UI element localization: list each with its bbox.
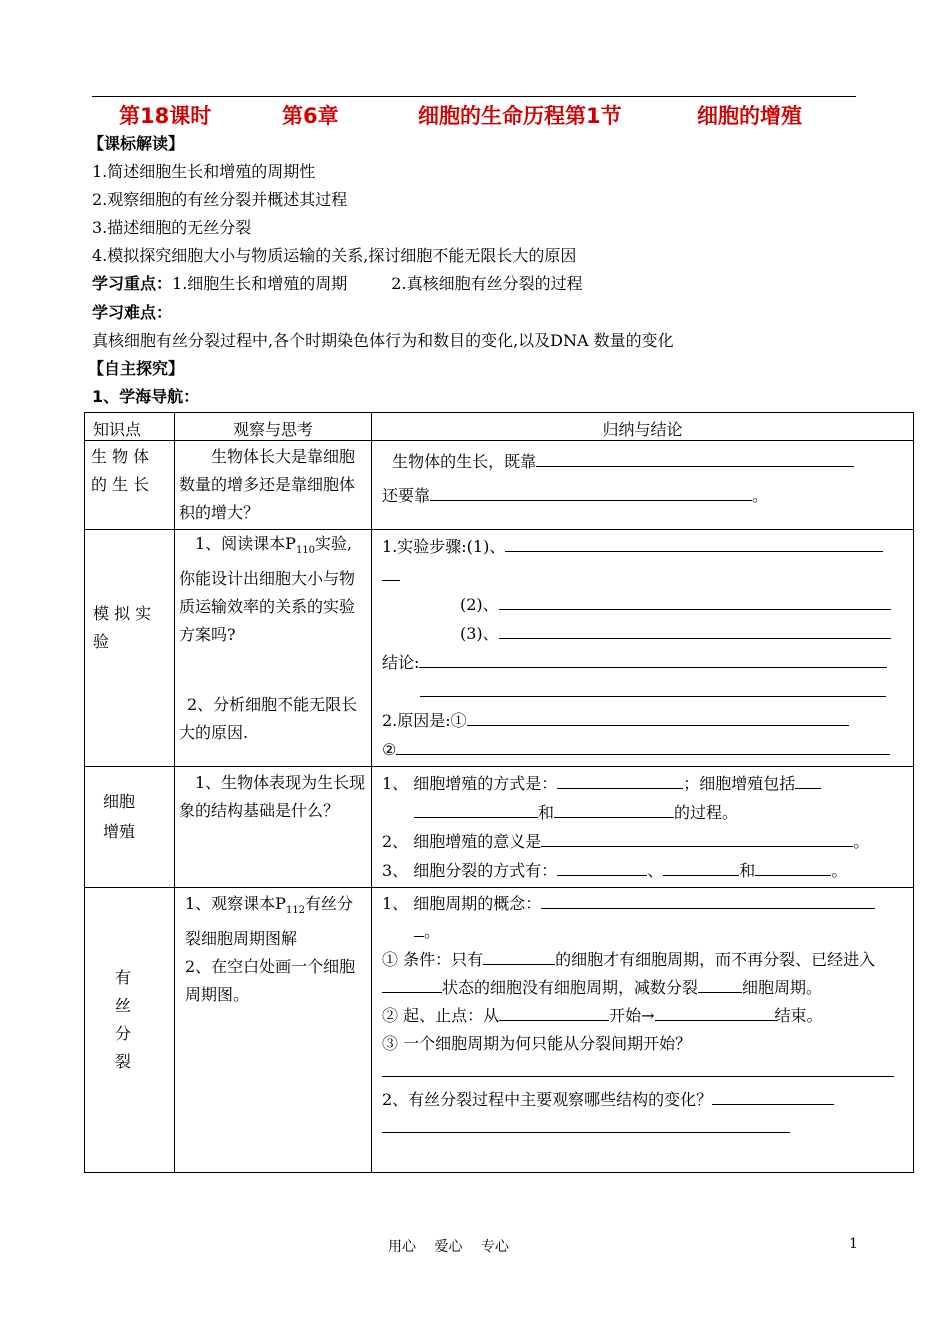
growth-answer-1: 生物体的生长，既靠 bbox=[392, 452, 537, 471]
reason-label: 2.原因是:① bbox=[382, 711, 467, 730]
key-point-1: 1.细胞生长和增殖的周期 bbox=[172, 274, 348, 293]
answer-blank[interactable] bbox=[541, 830, 853, 847]
cycle-question: ③ 一个细胞周期为何只能从分裂间期开始？ bbox=[382, 1034, 692, 1053]
standard-item: 2.观察细胞的有丝分裂并概述其过程 bbox=[92, 190, 348, 209]
answer-blank[interactable] bbox=[483, 948, 555, 965]
period: 。 bbox=[853, 832, 870, 851]
header-rule bbox=[92, 96, 856, 97]
answer-blank[interactable] bbox=[755, 859, 831, 876]
table-row bbox=[85, 530, 914, 767]
answer-blank[interactable] bbox=[505, 535, 883, 552]
answer-blank[interactable] bbox=[499, 622, 891, 639]
topic-growth: 生 物 体 的 生 长 bbox=[91, 447, 150, 494]
reason-2-label: ② bbox=[382, 740, 397, 759]
answer-blank[interactable] bbox=[698, 976, 742, 993]
key-points-label: 学习重点： bbox=[92, 274, 173, 293]
answer-blank[interactable] bbox=[382, 1116, 790, 1133]
answer-blank[interactable] bbox=[382, 976, 442, 993]
question-proliferation: 1、生物体表现为生长现象的结构基础是什么？ bbox=[179, 773, 366, 820]
proliferation-answer-1: 1、 细胞增殖的方式是： bbox=[382, 774, 558, 793]
header-observe: 观察与思考 bbox=[232, 420, 313, 439]
step-3: (3)、 bbox=[460, 624, 499, 643]
question-growth: 生物体长大是靠细胞数量的增多还是靠细胞体积的增大？ bbox=[179, 447, 356, 522]
cycle-condition-d: 细胞周期。 bbox=[742, 978, 823, 997]
question-mitosis-2: 2、在空白处画一个细胞周期图。 bbox=[185, 957, 356, 1005]
answer-blank[interactable] bbox=[655, 1004, 775, 1021]
period: 。 bbox=[752, 486, 769, 505]
mitosis-observe: 2、有丝分裂过程中主要观察哪些结构的变化？ bbox=[382, 1090, 713, 1109]
page-title bbox=[92, 100, 856, 128]
standards-heading: 【课标解读】 bbox=[88, 134, 185, 153]
explore-subheading: 1、学海导航： bbox=[92, 387, 200, 406]
topic-simulation: 模 拟 实验 bbox=[93, 604, 152, 651]
table-row bbox=[85, 441, 914, 530]
standard-item: 4.模拟探究细胞大小与物质运输的关系,探讨细胞不能无限长大的原因 bbox=[92, 246, 577, 265]
section-title: 细胞的增殖 bbox=[697, 104, 802, 128]
answer-blank[interactable] bbox=[414, 801, 538, 818]
key-point-2: 2.真核细胞有丝分裂的过程 bbox=[391, 274, 583, 293]
lesson-number: 第18课时 bbox=[119, 104, 212, 128]
comma: 、 bbox=[647, 861, 664, 880]
and-text: 和 bbox=[739, 861, 756, 880]
answer-blank[interactable] bbox=[467, 709, 849, 726]
answer-blank[interactable] bbox=[396, 738, 890, 755]
cycle-condition-c: 状态的细胞没有细胞周期，减数分裂 bbox=[442, 978, 699, 997]
question-simulation-1: 1、阅读课本$P_{110}$实验,你能设计出细胞大小与物质运输效率的关系的实验方案吗? bbox=[179, 534, 356, 645]
table-row bbox=[85, 888, 914, 1173]
chapter-title: 细胞的生命历程第1节 bbox=[418, 104, 622, 128]
answer-blank[interactable] bbox=[541, 892, 875, 909]
answer-blank[interactable] bbox=[795, 772, 821, 789]
answer-blank[interactable] bbox=[419, 651, 887, 668]
cycle-condition: ① 条件：只有 bbox=[382, 950, 484, 969]
and-text: 和 bbox=[538, 803, 555, 822]
conclusion-label: 结论: bbox=[382, 653, 420, 672]
proliferation-answer-3: 3、 细胞分裂的方式有： bbox=[382, 861, 558, 880]
answer-blank[interactable] bbox=[499, 593, 891, 610]
footer-motto: 用心 爱心 专心 bbox=[388, 1239, 509, 1255]
proliferation-answer-2: 2、 细胞增殖的意义是 bbox=[382, 832, 542, 851]
answer-blank[interactable] bbox=[382, 564, 400, 581]
step-2: (2)、 bbox=[460, 595, 499, 614]
answer-blank[interactable] bbox=[554, 801, 674, 818]
period: 。 bbox=[831, 861, 848, 880]
process-text: 的过程。 bbox=[674, 803, 739, 822]
cycle-condition-b: 的细胞才有细胞周期，而不再分裂、已经进入 bbox=[555, 950, 876, 969]
end-text: 结束。 bbox=[774, 1006, 823, 1025]
chapter-number: 第6章 bbox=[282, 104, 339, 128]
period: 。 bbox=[424, 922, 441, 941]
explore-heading: 【自主探究】 bbox=[88, 359, 185, 378]
topic-proliferation: 细胞 增殖 bbox=[103, 792, 136, 841]
table-row bbox=[85, 767, 914, 888]
key-points bbox=[92, 274, 583, 294]
topic-mitosis: 有 丝 分 裂 bbox=[115, 968, 132, 1071]
answer-blank[interactable] bbox=[536, 450, 854, 467]
proliferation-answer-1b: ；细胞增殖包括 bbox=[683, 774, 796, 793]
start-arrow: 开始→ bbox=[609, 1006, 655, 1025]
step-1: 1.实验步骤:(1)、 bbox=[382, 537, 506, 556]
answer-blank[interactable] bbox=[499, 1004, 609, 1021]
study-table bbox=[84, 412, 914, 1173]
difficulty-text: 真核细胞有丝分裂过程中,各个时期染色体行为和数目的变化,以及DNA 数量的变化 bbox=[92, 331, 674, 350]
answer-blank[interactable] bbox=[663, 859, 739, 876]
cycle-concept: 1、 细胞周期的概念： bbox=[382, 894, 542, 913]
answer-blank[interactable] bbox=[430, 484, 752, 501]
header-conclude: 归纳与结论 bbox=[602, 420, 683, 439]
answer-blank[interactable] bbox=[382, 1060, 894, 1077]
difficulty-label: 学习难点： bbox=[92, 303, 173, 322]
page-number: 1 bbox=[849, 1236, 858, 1252]
cycle-start-end: ② 起、止点：从 bbox=[382, 1006, 500, 1025]
answer-blank[interactable] bbox=[557, 772, 683, 789]
answer-blank[interactable] bbox=[420, 680, 886, 697]
question-mitosis-1: 1、观察课本$P_{112}$有丝分裂细胞周期图解 bbox=[185, 894, 354, 949]
answer-blank[interactable] bbox=[557, 859, 647, 876]
header-topic: 知识点 bbox=[93, 420, 142, 439]
growth-answer-2: 还要靠 bbox=[382, 486, 431, 505]
answer-blank[interactable] bbox=[414, 920, 424, 937]
answer-blank[interactable] bbox=[712, 1088, 834, 1105]
question-simulation-2: 2、分析细胞不能无限长大的原因. bbox=[179, 695, 358, 743]
standard-item: 3.描述细胞的无丝分裂 bbox=[92, 218, 252, 237]
table-header-row bbox=[85, 413, 914, 441]
standard-item: 1.简述细胞生长和增殖的周期性 bbox=[92, 162, 316, 181]
